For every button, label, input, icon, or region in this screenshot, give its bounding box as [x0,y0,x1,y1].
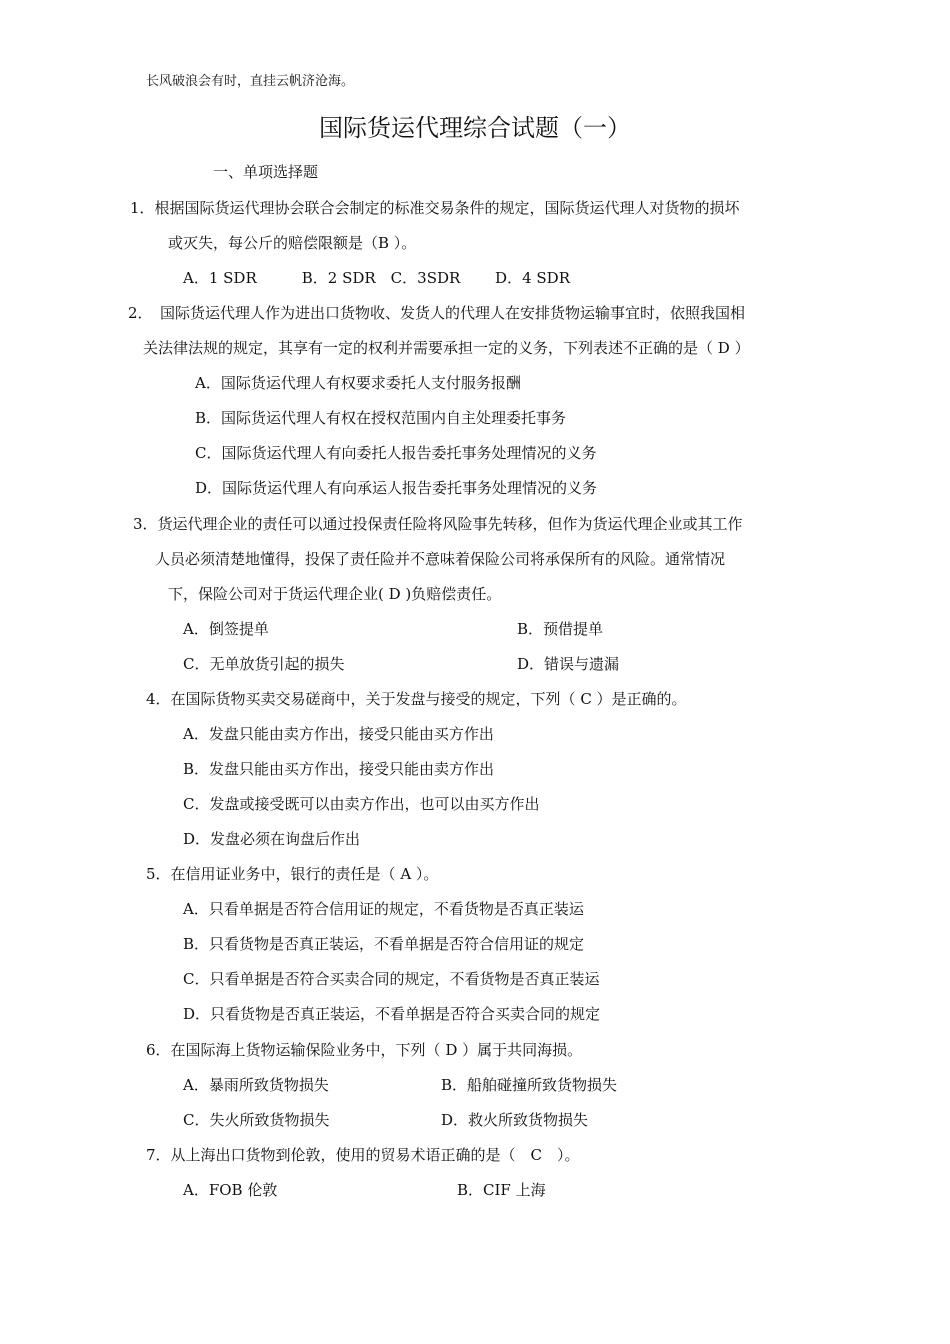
question-5-option-b: B．只看货物是否真正装运，不看单据是否符合信用证的规定 [183,935,585,953]
question-3-line-3: 下，保险公司对于货运代理企业( D )负赔偿责任。 [168,585,502,603]
question-3-option-b: B．预借提单 [517,620,604,638]
question-3-option-a: A．倒签提单 [183,620,269,638]
question-2-option-d: D．国际货运代理人有向承运人报告委托事务处理情况的义务 [195,479,598,497]
question-6-line-1: 6．在国际海上货物运输保险业务中，下列（ D ）属于共同海损。 [146,1041,583,1059]
question-5-line-1: 5．在信用证业务中，银行的责任是（ A ）。 [146,865,439,883]
question-6-option-d: D．救火所致货物损失 [441,1111,589,1129]
question-3-line-2: 人员必须清楚地懂得，投保了责任险并不意味着保险公司将承保所有的风险。通常情况 [155,550,726,568]
question-1-line-1: 1．根据国际货运代理协会联合会制定的标准交易条件的规定，国际货运代理人对货物的损坏 [130,199,740,217]
question-5-option-c: C．只看单据是否符合买卖合同的规定，不看货物是否真正装运 [183,970,600,988]
question-5-option-a: A．只看单据是否符合信用证的规定，不看货物是否真正装运 [183,900,584,918]
question-2-option-a: A．国际货运代理人有权要求委托人支付服务报酬 [195,374,521,392]
question-6-option-a: A．暴雨所致货物损失 [183,1076,329,1094]
question-4-line-1: 4．在国际货物买卖交易磋商中，关于发盘与接受的规定，下列（ C ）是正确的。 [146,690,687,708]
question-7-option-a: A．FOB 伦敦 [183,1181,278,1199]
section-heading: 一、单项选择题 [213,163,319,181]
question-3-option-c: C．无单放货引起的损失 [183,655,345,673]
question-4-option-b: B．发盘只能由买方作出，接受只能由卖方作出 [183,760,495,778]
question-1-line-2: 或灭失，每公斤的赔偿限额是（B ）。 [168,234,417,252]
question-4-option-d: D．发盘必须在询盘后作出 [183,830,361,848]
question-4-option-c: C．发盘或接受既可以由卖方作出，也可以由买方作出 [183,795,540,813]
question-2-option-c: C．国际货运代理人有向委托人报告委托事务处理情况的义务 [195,444,597,462]
header-motto: 长风破浪会有时，直挂云帆济沧海。 [146,74,355,89]
question-4-option-a: A．发盘只能由卖方作出，接受只能由买方作出 [183,725,494,743]
question-2-line-1: 2． 国际货运代理人作为进出口货物收、发货人的代理人在安排货物运输事宜时，依照我国相 [128,304,746,322]
question-6-option-b: B．船舶碰撞所致货物损失 [441,1076,618,1094]
question-7-line-1: 7．从上海出口货物到伦敦，使用的贸易术语正确的是（ C ）。 [146,1146,580,1164]
question-2-line-2: 关法律法规的规定，其享有一定的权利并需要承担一定的义务，下列表述不正确的是（ D ） [143,339,750,357]
question-1-options: A．1 SDR B．2 SDR C．3SDR D．4 SDR [183,269,570,287]
question-5-option-d: D．只看货物是否真正装运，不看单据是否符合买卖合同的规定 [183,1005,601,1023]
question-6-option-c: C．失火所致货物损失 [183,1111,330,1129]
page-title: 国际货运代理综合试题（一） [319,114,631,142]
question-7-option-b: B．CIF 上海 [457,1181,546,1199]
question-2-option-b: B．国际货运代理人有权在授权范围内自主处理委托事务 [195,409,567,427]
question-3-line-1: 3．货运代理企业的责任可以通过投保责任险将风险事先转移，但作为货运代理企业或其工作 [133,515,743,533]
question-3-option-d: D．错误与遗漏 [517,655,620,673]
